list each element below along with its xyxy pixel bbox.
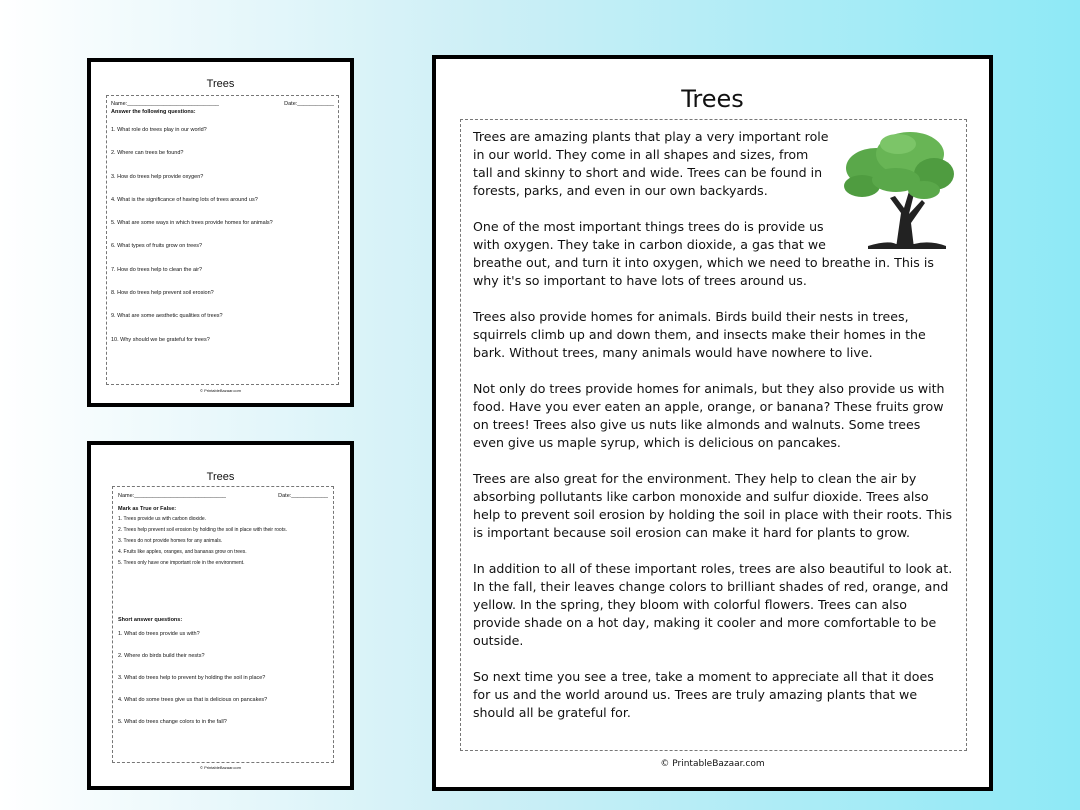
question-item: 6. What types of fruits grow on trees? [111, 243, 203, 250]
question-item: 1. What role do trees play in our world? [111, 127, 207, 133]
short-answer-item: 5. What do trees change colors to in the fall? [118, 719, 227, 725]
name-field-label: Name:______________________________ [111, 101, 219, 107]
question-item: 9. What are some aesthetic qualities of trees? [111, 313, 223, 320]
name-field-label: Name:______________________________ [118, 493, 226, 499]
passage-paragraph: So next time you see a tree, take a moment to appreciate all that it does for us and the world around us. Trees are truly amazing plants that we should all be grateful for. [473, 669, 934, 720]
copyright-text: © PrintableBazaar.com [200, 765, 241, 770]
worksheet-border [106, 95, 339, 385]
instruction-heading: Answer the following questions: [111, 109, 196, 115]
worksheet-title: Trees [206, 471, 235, 483]
true-false-item: 5. Trees only have one important role in the environment. [118, 560, 245, 566]
true-false-worksheet [87, 441, 354, 790]
date-field-label: Date:____________ [278, 493, 328, 499]
passage-paragraph: Trees also provide homes for animals. Birds build their nests in trees, squirrels climb up and down them, and insects make their homes in the bark. Without trees, many animals would have nowhere to live. [473, 309, 926, 360]
question-item: 4. What is the significance of having lots of trees around us? [111, 196, 258, 203]
short-answer-heading: Short answer questions: [118, 617, 183, 623]
question-list [111, 127, 334, 360]
question-item: 10. Why should we be grateful for trees? [111, 336, 210, 343]
passage-body [473, 128, 954, 722]
question-item: 8. How do trees help prevent soil erosion? [111, 290, 214, 297]
questions-worksheet [87, 58, 354, 407]
name-date-row [111, 101, 334, 107]
passage-paragraph: In addition to all of these important roles, trees are also beautiful to look at. In the fall, their leaves change colors to brilliant shades of red, orange, and yellow. In the spring, they bloom with colorful flowers. Trees can also provide shade on a hot day, making it cooler and more comfortable to be outside. [473, 561, 953, 648]
tree-icon [838, 128, 956, 250]
passage-paragraph: One of the most important things trees do is provide us with oxygen. They take in carbon dioxide, a gas that we breathe out, and turn it into oxygen, which we need to breathe in. This is why it's so important to have lots of trees around us. [473, 219, 934, 288]
copyright-text: © PrintableBazaar.com [660, 759, 765, 769]
question-item: 3. How do trees help provide oxygen? [111, 173, 204, 180]
true-false-item: 1. Trees provide us with carbon dioxide. [118, 516, 207, 522]
question-item: 7. How do trees help to clean the air? [111, 266, 203, 273]
short-answer-item: 2. Where do birds build their nests? [118, 653, 205, 659]
true-false-item: 3. Trees do not provide homes for any animals. [118, 538, 223, 544]
passage-paragraph: Not only do trees provide homes for animals, but they also provide us with food. Have you ever eaten an apple, orange, or banana? These fruits grow on trees! Trees also give us nuts like almonds and walnuts. Some trees even give us maple syrup, which is delicious on pancakes. [473, 381, 945, 450]
question-item: 5. What are some ways in which trees provide homes for animals? [111, 220, 273, 227]
short-answer-list [118, 631, 328, 741]
copyright-text: © PrintableBazaar.com [200, 388, 241, 393]
short-answer-item: 4. What do some trees give us that is delicious on pancakes? [118, 697, 268, 703]
worksheet-title: Trees [206, 78, 235, 90]
date-field-label: Date:____________ [284, 101, 334, 107]
true-false-heading: Mark as True or False: [118, 506, 177, 512]
reading-passage-sheet [432, 55, 993, 791]
true-false-list [118, 516, 328, 571]
passage-border [460, 119, 967, 751]
worksheet-border [112, 486, 334, 763]
passage-title: Trees [681, 85, 744, 113]
short-answer-item: 1. What do trees provide us with? [118, 631, 200, 637]
true-false-item: 2. Trees help prevent soil erosion by holding the soil in place with their roots. [118, 527, 287, 533]
passage-paragraph: Trees are amazing plants that play a very important role in our world. They come in all shapes and sizes, from tall and skinny to short and wide. Trees can be found in forests, parks, and even in our own backyards. [473, 129, 829, 198]
name-date-row [118, 493, 328, 499]
short-answer-item: 3. What do trees help to prevent by holding the soil in place? [118, 675, 266, 681]
passage-paragraph: Trees are also great for the environment. They help to clean the air by absorbing pollutants like carbon monoxide and sulfur dioxide. Trees also help to prevent soil erosion by holding the soil in place with their roots. This is important because soil erosion can make it hard for plants to grow. [473, 471, 953, 540]
true-false-item: 4. Fruits like apples, oranges, and bananas grow on trees. [118, 549, 247, 555]
question-item: 2. Where can trees be found? [111, 150, 184, 157]
